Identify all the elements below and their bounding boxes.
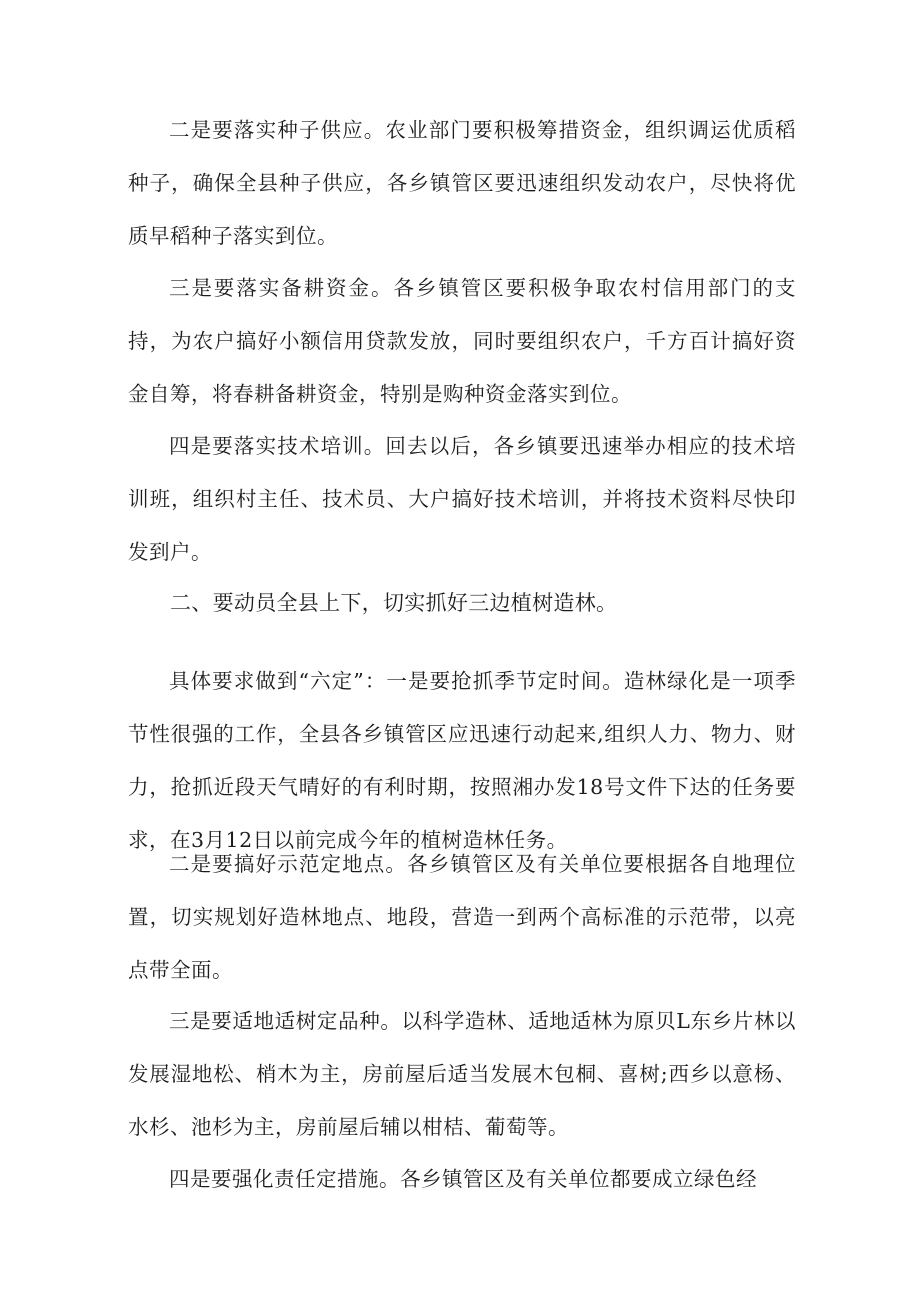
paragraph-farming-funds: 三是要落实备耕资金。各乡镇管区要积极争取农村信用部门的支持，为农户搞好小额信用贷款发放，同时要组织农户，千方百计搞好资金自筹，将春耕备耕资金，特别是购种资金落实到位。 [128,276,796,406]
paragraph-tree-species: 三是要适地适树定品种。以科学造林、适地适林为原贝L东乡片林以发展湿地松、梢木为主，房前屋后适当发展木包桐、喜树;西乡以意杨、水杉、池杉为主，房前屋后辅以柑桔、葡萄等。 [128,1009,796,1139]
paragraph-demonstration-sites: 二是要搞好示范定地点。各乡镇管区及有关单位要根据各自地理位置，切实规划好造林地点、地段，营造一到两个高标准的示范带，以亮点带全面。 [128,852,796,982]
paragraph-seed-supply: 二是要落实种子供应。农业部门要积极筹措资金，组织调运优质稻种子，确保全县种子供应，各乡镇管区要迅速组织发动农户，尽快将优质早稻种子落实到位。 [128,118,796,248]
paragraph-responsibility-measures: 四是要强化责任定措施。各乡镇管区及有关单位都要成立绿色经 [169,1167,757,1191]
paragraph-technical-training: 四是要落实技术培训。回去以后，各乡镇要迅速举办相应的技术培训班，组织村主任、技术员、大户搞好技术培训，并将技术资料尽快印发到户。 [128,434,796,564]
paragraph-six-requirements: 具体要求做到“六定”：一是要抢抓季节定时间。造林绿化是一项季节性很强的工作，全县各乡镇管区应迅速行动起来,组织人力、物力、财力，抢抓近段天气晴好的有利时期，按照湘办发18号文件下达的任务要求，在3月12日以前完成今年的植树造林任务。 [128,669,796,852]
section-heading-afforestation: 二、要动员全县上下，切实抓好三边植树造林。 [170,591,618,615]
